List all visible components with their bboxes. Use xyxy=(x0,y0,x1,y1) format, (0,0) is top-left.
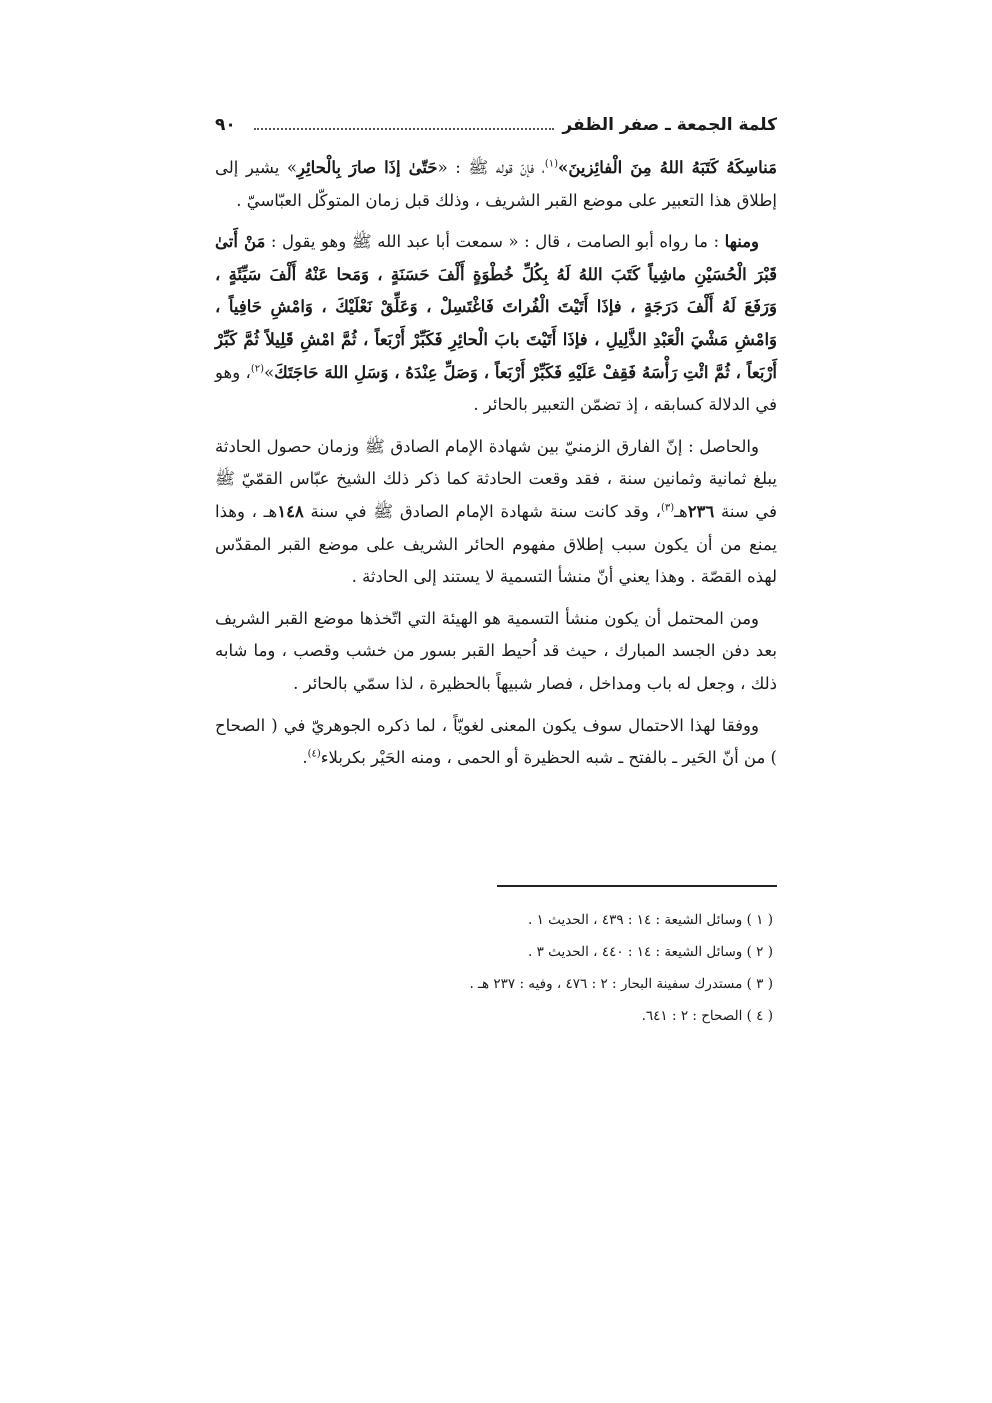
quoted-text: ١٤٨ xyxy=(277,501,304,521)
running-title: كلمة الجمعة ـ صفر الظفر xyxy=(562,115,777,135)
page-number: ٩٠ xyxy=(215,115,236,135)
footnote-ref: (١) xyxy=(544,158,559,170)
quoted-text: حَتّىٰ إذَا صارَ بِالْحائِرِ xyxy=(296,158,438,177)
footnote-separator xyxy=(497,885,777,887)
quoted-text: ومنها xyxy=(724,232,759,252)
text-run: » xyxy=(264,362,275,382)
footnote-3: ( ٣ ) مستدرك سفينة البحار : ٢ : ٤٧٦ ، وفيه : ٢٣٧ هـ . xyxy=(469,976,773,992)
text-run: هـ xyxy=(674,501,688,521)
text-run: والحاصل : إنّ الفارق الزمنيّ بين شهادة الإمام الصادق ﷺ وزمان حصول الحادثة يبلغ ثمانية وثمانين سنة ، فقد وقعت الحادثة كما ذكر ذلك الشيخ عبّاس القمّيّ ﷺ في سنة xyxy=(215,436,777,521)
footnote-2: ( ٢ ) وسائل الشيعة : ١٤ : ٤٤٠ ، الحديث ٣ . xyxy=(528,944,773,960)
body-text xyxy=(215,152,777,784)
footnote-ref: (٣) xyxy=(660,502,675,514)
text-run: ، فإنّ قوله ﷺ : « xyxy=(437,158,545,177)
quoted-text: ٢٣٦ xyxy=(687,501,715,521)
page-header xyxy=(215,108,777,142)
quoted-text: مَنْ أَتىٰ قَبْرَ الْحُسَيْنِ ماشِياً كَتَبَ اللهُ لَهُ بِكُلِّ خُطْوَةٍ أَلْفَ حَسَنَةٍ ، وَمَحا عَنْهُ أَلْفَ سَيِّئَةٍ ، وَرَفَعَ لَهُ أَلْفَ دَرَجَةٍ ، فإذَا أَتَيْتَ الْفُراتَ فَاغْتَسِلْ ، وَعَلِّقْ نَعْلَيْكَ ، وَامْشِ حَافِياً ، وَامْشِ مَشْيَ الْعَبْدِ الذَّلِيلِ ، فإذَا أَتَيْتَ بابَ الْحائِرِ فَكَبِّرْ أَرْبَعاً ، ثُمَّ امْشِ قَلِيلاً ثُمَّ كَبِّرْ أَرْبَعاً ، ثُمَّ ائْتِ رَأْسَهُ فَقِفْ عَلَيْهِ فَكَبِّرْ أَرْبَعاً ، وَصَلِّ عِنْدَهُ ، وَسَلِ اللهَ حَاجَتَكَ xyxy=(215,232,777,382)
footnote-1: ( ١ ) وسائل الشيعة : ١٤ : ٤٣٩ ، الحديث ١ . xyxy=(528,912,773,928)
text-run: ووفقا لهذا الاحتمال سوف يكون المعنى لغويّاً ، لما ذكره الجوهريّ في ( الصحاح ) من أنّ الحَير ـ بالفتح ـ شبه الحظيرة أو الحمى ، ومنه الحَيْر بكربلاء xyxy=(215,715,777,768)
footnote-4: ( ٤ ) الصحاح : ٢ : ٦٤١. xyxy=(641,1008,773,1024)
header-dotted-leader xyxy=(254,128,555,130)
paragraph-3 xyxy=(215,431,777,594)
text-run: . xyxy=(302,748,308,768)
paragraph-2 xyxy=(215,226,777,422)
quoted-text: مَناسِكَهُ كَتَبَهُ اللهُ مِنَ الْفائِزينَ» xyxy=(558,158,778,177)
footnote-ref: (٢) xyxy=(250,363,265,375)
footnotes xyxy=(215,904,777,1032)
text-run: ومن المحتمل أن يكون منشأ التسمية هو الهيئة التي اتّخذها موضع القبر الشريف بعد دفن الجسد المبارك ، حيث قد اُحيط القبر بسور من خشب وقصب ، وما شابه ذلك ، وجعل له باب ومداخل ، فصار شبيهاً بالحظيرة ، لذا سمّي بالحائر . xyxy=(215,608,777,693)
paragraph-1 xyxy=(215,152,777,217)
text-run: ، وقد كانت سنة شهادة الإمام الصادق ﷺ في سنة xyxy=(303,501,661,521)
paragraph-4 xyxy=(215,603,777,701)
footnote-ref: (٤) xyxy=(307,748,321,760)
text-run: هـ ، وهذا يمنع من أن يكون سبب إطلاق مفهوم الحائر الشريف على موضع القبر المقدّس لهذه القصّة . وهذا يعني أنّ منشأ التسمية لا يستند إلى الحادثة . xyxy=(215,501,777,587)
paragraph-5 xyxy=(215,710,777,775)
text-run: » يشير إلى إطلاق هذا التعبير على موضع القبر الشريف ، وذلك قبل زمان المتوكّل العبّاسيّ . xyxy=(215,158,777,210)
text-run: : ما رواه أبو الصامت ، قال : « سمعت أبا عبد الله ﷺ وهو يقول : xyxy=(265,232,725,252)
text-run: ، وهو في الدلالة كسابقه ، إذ تضمّن التعبير بالحائر . xyxy=(215,362,777,415)
